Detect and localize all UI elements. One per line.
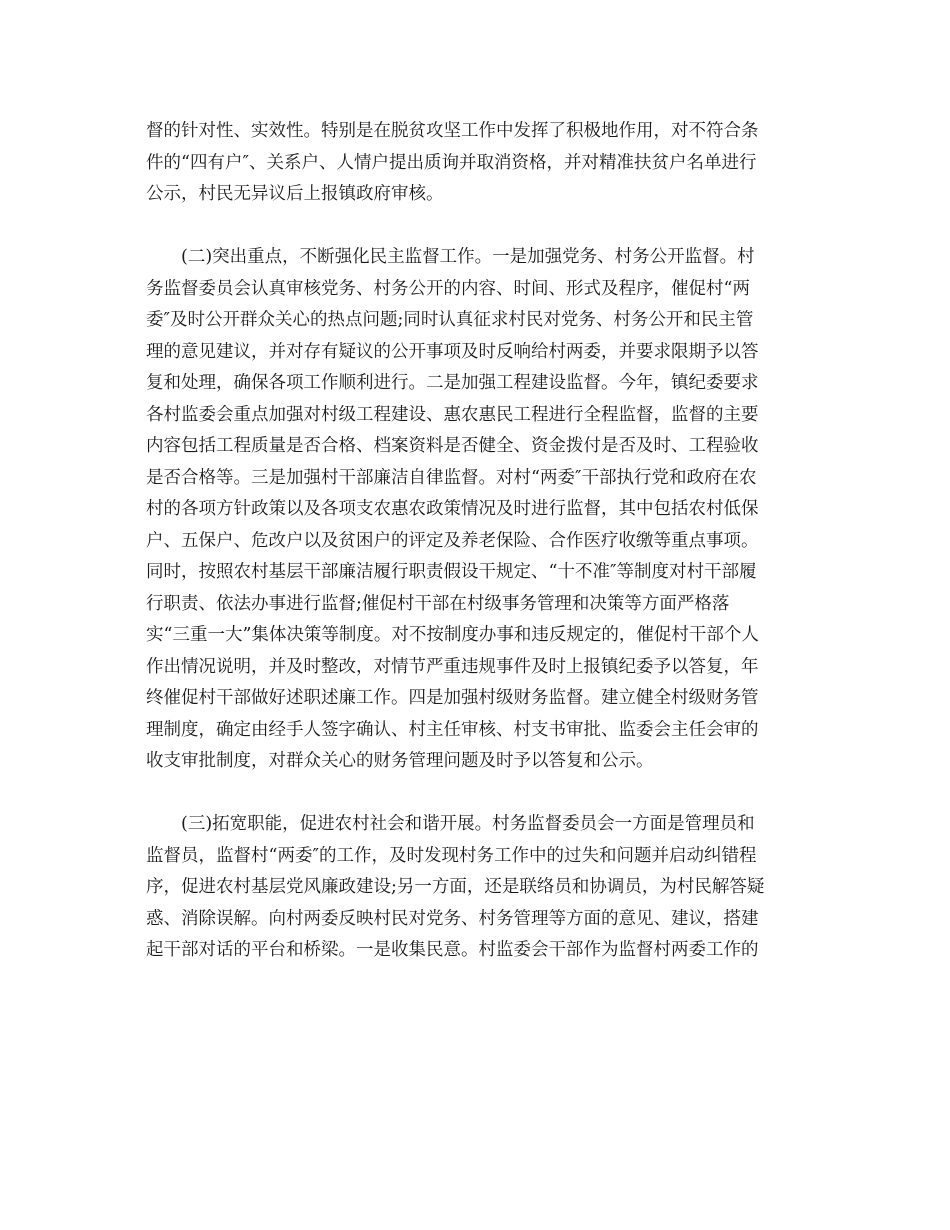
paragraph-line: 委″及时公开群众关心的热点问题;同时认真征求村民对党务、村务公开和民主管 bbox=[146, 310, 754, 330]
paragraph-2 bbox=[146, 242, 806, 778]
paragraph-line: 起干部对话的平台和桥梁。一是收集民意。村监委会干部作为监督村两委工作的 bbox=[146, 940, 759, 960]
paragraph-line: 作出情况说明，并及时整改，对情节严重违规事件及时上报镇纪委予以答复，年 bbox=[146, 656, 759, 677]
paragraph-line: 公示，村民无异议后上报镇政府审核。 bbox=[146, 184, 444, 204]
paragraph-line: 务监督委员会认真审核党务、村务公开的内容、时间、形式及程序，催促村“两 bbox=[146, 278, 750, 299]
paragraph-spacer bbox=[146, 211, 806, 243]
paragraph-line: 监督员，监督村“两委″的工作，及时发现村务工作中的过失和问题并启动纠错程 bbox=[146, 845, 757, 866]
paragraph-line: 实“三重一大”集体决策等制度。对不按制度办事和违反规定的，催促村干部个人 bbox=[146, 625, 759, 645]
paragraph-3 bbox=[146, 809, 806, 967]
paragraph-line: 件的“四有户″、关系户、人情户提出质询并取消资格，并对精准扶贫户名单进行 bbox=[146, 152, 757, 173]
paragraph-line: 理制度，确定由经手人签字确认、村主任审核、村支书审批、监委会主任会审的 bbox=[146, 719, 759, 740]
document-body bbox=[146, 116, 806, 967]
paragraph-line: 惑、消除误解。向村两委反映村民对党务、村务管理等方面的意见、建议，搭建 bbox=[146, 908, 759, 929]
paragraph-line: 序，促进农村基层党风廉政建设;另一方面，还是联络员和协调员，为村民解答疑 bbox=[146, 877, 765, 897]
paragraph-line: (三)拓宽职能，促进农村社会和谐开展。村务监督委员会一方面是管理员和 bbox=[181, 814, 755, 834]
paragraph-1 bbox=[146, 116, 806, 211]
paragraph-line: 行职责、依法办事进行监督;催促村干部在村级事务管理和决策等方面严格落 bbox=[146, 593, 730, 614]
paragraph-line: 户、五保户、危改户以及贫困户的评定及养老保险、合作医疗收缴等重点事项。 bbox=[146, 530, 759, 551]
paragraph-line: 理的意见建议，并对存有疑议的公开事项及时反响给村两委，并要求限期予以答 bbox=[146, 341, 759, 362]
paragraph-line: 是否合格等。三是加强村干部廉洁自律监督。对村“两委″干部执行党和政府在农 bbox=[146, 467, 757, 488]
paragraph-spacer bbox=[146, 778, 806, 810]
paragraph-line: 村的各项方针政策以及各项支农惠农政策情况及时进行监督，其中包括农村低保 bbox=[146, 499, 759, 519]
paragraph-line: 内容包括工程质量是否合格、档案资料是否健全、资金拨付是否及时、工程验收 bbox=[146, 436, 759, 456]
paragraph-line: 督的针对性、实效性。特别是在脱贫攻坚工作中发挥了积极地作用，对不符合条 bbox=[146, 121, 759, 141]
paragraph-line: (二)突出重点，不断强化民主监督工作。一是加强党务、村务公开监督。村 bbox=[181, 247, 755, 267]
paragraph-line: 复和处理，确保各项工作顺利进行。二是加强工程建设监督。今年，镇纪委要求 bbox=[146, 373, 759, 393]
paragraph-line: 收支审批制度，对群众关心的财务管理问题及时予以答复和公示。 bbox=[146, 751, 654, 771]
paragraph-line: 各村监委会重点加强对村级工程建设、惠农惠民工程进行全程监督，监督的主要 bbox=[146, 404, 759, 425]
paragraph-line: 终催促村干部做好述职述廉工作。四是加强村级财务监督。建立健全村级财务管 bbox=[146, 688, 759, 708]
paragraph-line: 同时，按照农村基层干部廉洁履行职责假设干规定、“十不准″等制度对村干部履 bbox=[146, 562, 757, 582]
